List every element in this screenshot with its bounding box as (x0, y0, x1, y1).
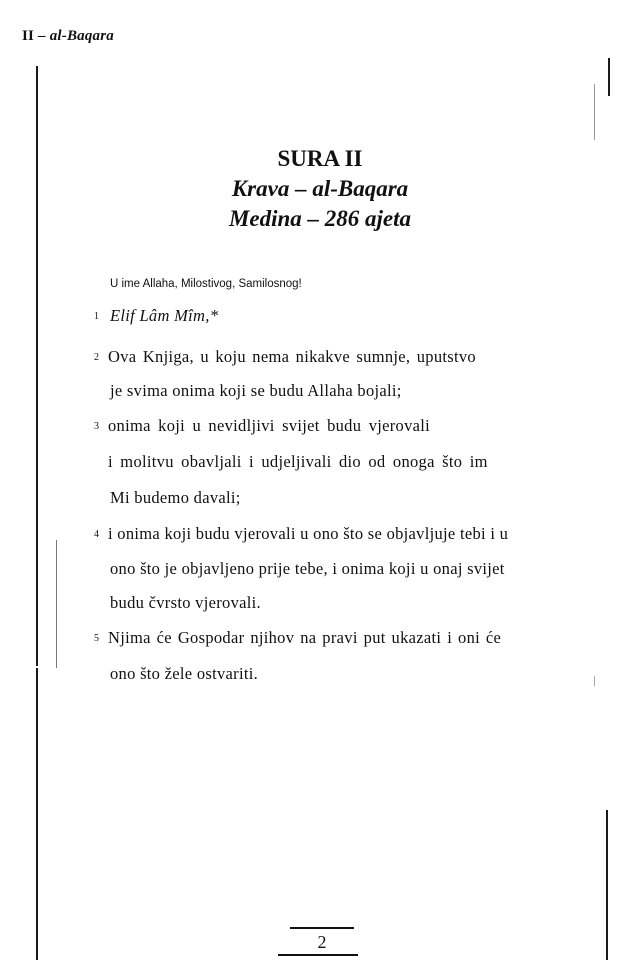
verse-number: 1 (94, 311, 99, 322)
verse-number: 2 (94, 352, 99, 363)
verse-line: Elif Lâm Mîm,* (110, 306, 219, 325)
verse-line: onima koji u nevidljivi svijet budu vjerovali (108, 416, 431, 435)
verse-line: budu čvrsto vjerovali. (110, 593, 261, 612)
scan-edge-left (36, 66, 38, 666)
verse-line: ono što je objavljeno prije tebe, i onima koji u onaj svijet (110, 559, 505, 578)
verse-number: 4 (94, 529, 99, 540)
sura-title: SURA II (277, 146, 363, 171)
sura-place: Medina – 286 ajeta (228, 206, 412, 231)
scan-edge-right (608, 58, 610, 96)
running-head-dash: – (38, 28, 46, 44)
running-head (22, 28, 114, 45)
verse-number: 5 (94, 633, 99, 644)
verse-line: je svima onima koji se budu Allaha bojali; (110, 381, 402, 400)
scan-edge-right-lower (606, 810, 608, 960)
verse-line: Mi budemo davali; (110, 488, 241, 507)
scan-edge-right-inner (594, 84, 595, 140)
verse-line: Njima će Gospodar njihov na pravi put ukazati i oni će (108, 628, 502, 647)
verse-line: i molitvu obavljali i udjeljivali dio od onoga što im (108, 452, 488, 471)
basmala: U ime Allaha, Milostivog, Samilosnog! (110, 278, 302, 290)
verse-number: 3 (94, 421, 99, 432)
scan-edge-left-lower (36, 668, 38, 960)
verse-line: i onima koji budu vjerovali u ono što se objavljuje tebi i u (108, 524, 509, 543)
running-head-title: al-Baqara (49, 28, 114, 44)
scan-edge-left-inner (56, 540, 57, 668)
running-head-roman: II (22, 28, 35, 44)
scan-edge-right-mark (594, 676, 595, 686)
sura-name: Krava – al-Baqara (231, 176, 409, 201)
page-number: 2 (317, 932, 327, 952)
verse-line: Ova Knjiga, u koju nema nikakve sumnje, uputstvo (108, 347, 476, 366)
verse-line: ono što žele ostvariti. (110, 664, 259, 683)
folio-rule-top (290, 927, 354, 929)
folio-rule-bottom (278, 954, 358, 956)
